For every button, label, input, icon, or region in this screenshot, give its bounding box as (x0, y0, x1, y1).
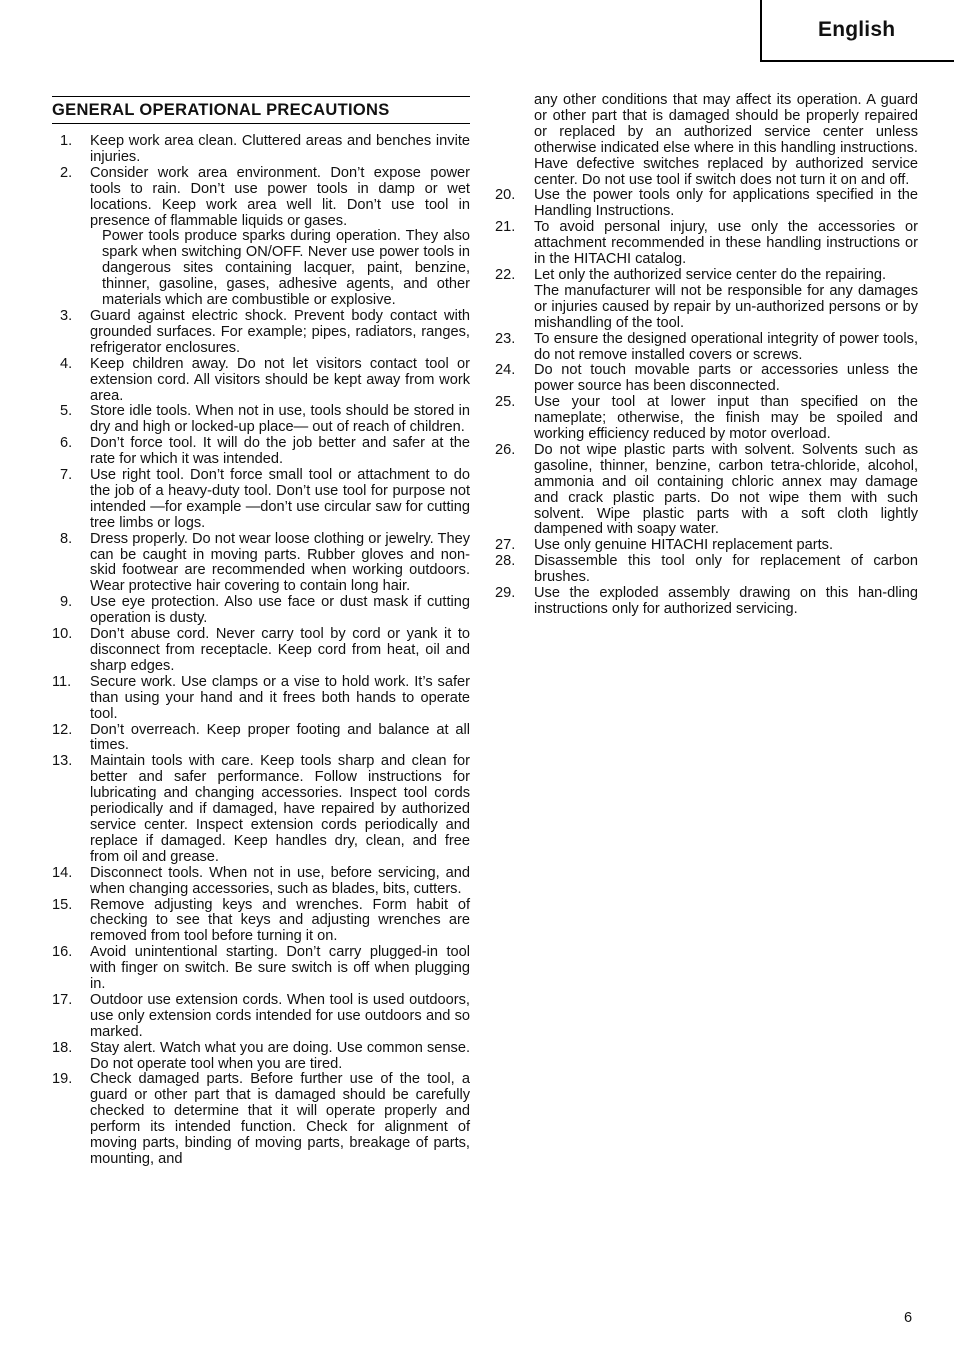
item-number: 21. (495, 219, 516, 236)
item-number: 18. (52, 1039, 73, 1056)
precautions-list-left (52, 134, 470, 1168)
item-text (90, 357, 470, 405)
item-text (534, 586, 918, 618)
item-number: 2. (60, 164, 73, 181)
item-paragraph: Don’t overreach. Keep proper footing and balance at all times. (90, 721, 470, 754)
item-number: 9. (60, 594, 73, 611)
item-paragraph: Use the exploded assembly drawing on this han-dling instructions only for authorized servicing. (534, 585, 918, 617)
list-item (52, 595, 470, 627)
item-paragraph: Stay alert. Watch what you are doing. Use common sense. Do not operate tool when you are tired. (90, 1039, 470, 1072)
item-paragraph: Disassemble this tool only for replacement of carbon brushes. (534, 553, 918, 586)
item-paragraph: Don’t abuse cord. Never carry tool by cord or yank it to disconnect from receptacle. Keep cord from heat, oil and sharp edges. (90, 626, 470, 674)
item-text (90, 945, 470, 993)
item-paragraph: To ensure the designed operational integrity of power tools, do not remove installed covers or screws. (534, 330, 918, 363)
item-number: 16. (52, 944, 73, 961)
item-paragraph: Guard against electric shock. Prevent body contact with grounded surfaces. For example; pipes, radiators, ranges, refrigerator enclosures. (90, 307, 470, 356)
list-item (52, 866, 470, 898)
list-item (494, 586, 918, 618)
item-text (534, 554, 918, 586)
list-item (52, 134, 470, 166)
list-item (494, 363, 918, 395)
item-paragraph: Consider work area environment. Don’t expose power tools to rain. Don’t use power tools in damp or wet locations. Keep work area well lit. Don’t use tool in presence of flammable liquids or gases. (90, 164, 470, 229)
list-item (52, 357, 470, 405)
list-item (52, 436, 470, 468)
item-text (534, 332, 918, 364)
item-paragraph: Use the power tools only for applications specified in the Handling Instructions. (534, 187, 918, 220)
item-text (90, 754, 470, 865)
list-item (494, 188, 918, 220)
left-column (52, 96, 470, 1168)
item-text (90, 993, 470, 1041)
item-number: 19. (52, 1071, 73, 1088)
item-text (90, 134, 470, 166)
item-number: 7. (60, 467, 73, 484)
item-number: 14. (52, 864, 73, 881)
item-text (90, 468, 470, 532)
item-number: 23. (495, 330, 516, 347)
item-number: 15. (52, 896, 73, 913)
item-paragraph: Use only genuine HITACHI replacement parts. (534, 537, 834, 554)
item-text (534, 188, 918, 220)
item-paragraph: Avoid unintentional starting. Don’t carry plugged-in tool with finger on switch. Be sure switch is off when plugging in. (90, 944, 470, 993)
item-number: 17. (52, 991, 73, 1008)
list-item (494, 554, 918, 586)
list-item (494, 332, 918, 364)
list-item (52, 754, 470, 865)
item-text (90, 309, 470, 357)
item-19-continuation: any other conditions that may affect its operation. A guard or other part that is damaged should be properly repaired or replaced by an authorized service center unless otherwise indicated else where in this handling instructions. Have defective switches replaced by authorized service center. Do not use tool if switch does not turn it on and off. (534, 92, 918, 188)
item-number: 5. (60, 403, 73, 420)
list-item (52, 993, 470, 1041)
item-number: 29. (495, 585, 516, 602)
item-text (90, 627, 470, 675)
item-paragraph: Use your tool at lower input than specified on the nameplate; otherwise, the finish may be spoiled and working efficiency reduced by motor overload. (534, 394, 918, 443)
item-paragraph: Disconnect tools. When not in use, before servicing, and when changing accessories, such as blades, bits, cutters. (90, 864, 470, 897)
item-number: 1. (60, 133, 73, 149)
item-paragraph: Store idle tools. When not in use, tools should be stored in dry and high or locked-up place— out of reach of children. (90, 403, 470, 436)
item-paragraph: Do not touch movable parts or accessories unless the power source has been disconnected. (534, 362, 918, 395)
item-subparagraph: The manufacturer will not be responsible for any damages or injuries caused by repair by un-authorized persons or by mishandling of the tool. (534, 282, 918, 331)
item-text (90, 404, 470, 436)
list-item (494, 538, 918, 554)
list-item (52, 945, 470, 993)
item-text (90, 532, 470, 596)
item-text (90, 1072, 470, 1167)
item-paragraph: Secure work. Use clamps or a vise to hold work. It’s safer than using your hand and it frees both hands to operate tool. (90, 673, 470, 722)
item-number: 28. (495, 553, 516, 570)
list-item (52, 468, 470, 532)
list-item (52, 675, 470, 723)
item-paragraph: Keep children away. Do not let visitors contact tool or extension cord. All visitors should be kept away from work area. (90, 355, 470, 404)
item-number: 3. (60, 307, 73, 324)
list-item (52, 1072, 470, 1167)
item-number: 26. (495, 441, 516, 458)
item-paragraph: To avoid personal injury, use only the accessories or attachment recommended in these handling instructions or in the HITACHI catalog. (534, 219, 918, 268)
item-paragraph: Keep work area clean. Cluttered areas and benches invite injuries. (90, 133, 470, 165)
item-text (90, 898, 470, 946)
item-text (90, 436, 470, 468)
item-text (534, 363, 918, 395)
list-item (52, 404, 470, 436)
language-label: English (818, 18, 896, 41)
item-number: 11. (52, 673, 72, 690)
item-number: 10. (52, 626, 73, 643)
list-item (494, 443, 918, 538)
item-number: 24. (495, 362, 516, 379)
item-text (534, 268, 918, 332)
precautions-list-right (494, 188, 918, 617)
item-paragraph: Don’t force tool. It will do the job better and safer at the rate for which it was intended. (90, 435, 470, 468)
item-text (90, 1041, 470, 1073)
item-text (534, 220, 918, 268)
item-number: 6. (60, 435, 73, 452)
list-item (52, 1041, 470, 1073)
item-text (534, 538, 918, 554)
list-item (52, 627, 470, 675)
list-item (52, 723, 470, 755)
item-number: 12. (52, 721, 73, 738)
list-item (494, 395, 918, 443)
item-text (534, 395, 918, 443)
page-number: 6 (904, 1310, 913, 1326)
section-title: GENERAL OPERATIONAL PRECAUTIONS (52, 96, 470, 124)
item-number: 8. (60, 530, 73, 547)
item-text (90, 866, 470, 898)
item-paragraph: Remove adjusting keys and wrenches. Form habit of checking to see that keys and adjusting wrenches are removed from tool before turning it on. (90, 896, 470, 945)
item-paragraph: Let only the authorized service center do the repairing. (534, 266, 887, 283)
item-number: 22. (495, 266, 516, 283)
right-column (494, 93, 918, 618)
item-subparagraph: Power tools produce sparks during operation. They also spark when switching ON/OFF. Never use power tools in dangerous sites containing lacquer, paint, benzine, thinner, gasoline, gases, adhesive agents, and other materials which are combustible or explosive. (102, 228, 470, 309)
item-text (90, 595, 470, 627)
item-paragraph: Do not wipe plastic parts with solvent. Solvents such as gasoline, thinner, benzine, carbon tetra-chloride, alcohol, ammonia and oil containing chloric annex may damage and crack plastic parts. Do not wipe them with such solvent. Wipe plastic parts with a soft cloth lightly dampened with soapy water. (534, 441, 918, 538)
list-item (494, 220, 918, 268)
item-text (90, 723, 470, 755)
item-paragraph: Use right tool. Don’t force small tool or attachment to do the job of a heavy-duty tool. Don’t use tool for purpose not intended —for example —don’t use circular saw for cutting tree limbs or logs. (90, 467, 470, 531)
item-text (90, 166, 470, 309)
item-paragraph: Use eye protection. Also use face or dust mask if cutting operation is dusty. (90, 594, 470, 627)
item-number: 27. (495, 537, 516, 554)
item-text (534, 443, 918, 538)
list-item (52, 532, 470, 596)
item-number: 25. (495, 394, 516, 411)
item-paragraph: Check damaged parts. Before further use of the tool, a guard or other part that is damaged should be carefully checked to determine that it will operate properly and perform its intended function. Check for alignment of moving parts, binding of moving parts, breakage of parts, mounting, and (90, 1071, 470, 1167)
item-paragraph: Dress properly. Do not wear loose clothing or jewelry. They can be caught in moving parts. Rubber gloves and non-skid footwear are recommended when working outdoors. Wear protective hair covering to contain long hair. (90, 530, 470, 595)
list-item (52, 309, 470, 357)
item-number: 4. (60, 355, 73, 372)
item-paragraph: Maintain tools with care. Keep tools sharp and clean for better and safer performance. Follow instructions for lubricating and changing accessories. Inspect tool cords periodically and if damaged, have repaired by authorized service center. Inspect extension cords periodically and replace if damaged. Keep handles dry, clean, and free from oil and grease. (90, 753, 470, 865)
list-item (52, 166, 470, 309)
list-item (52, 898, 470, 946)
item-number: 13. (52, 753, 73, 770)
list-item (494, 268, 918, 332)
item-number: 20. (495, 187, 516, 204)
item-paragraph: Outdoor use extension cords. When tool is used outdoors, use only extension cords intended for use outdoors and so marked. (90, 991, 470, 1040)
language-tab (760, 0, 954, 62)
item-text (90, 675, 470, 723)
